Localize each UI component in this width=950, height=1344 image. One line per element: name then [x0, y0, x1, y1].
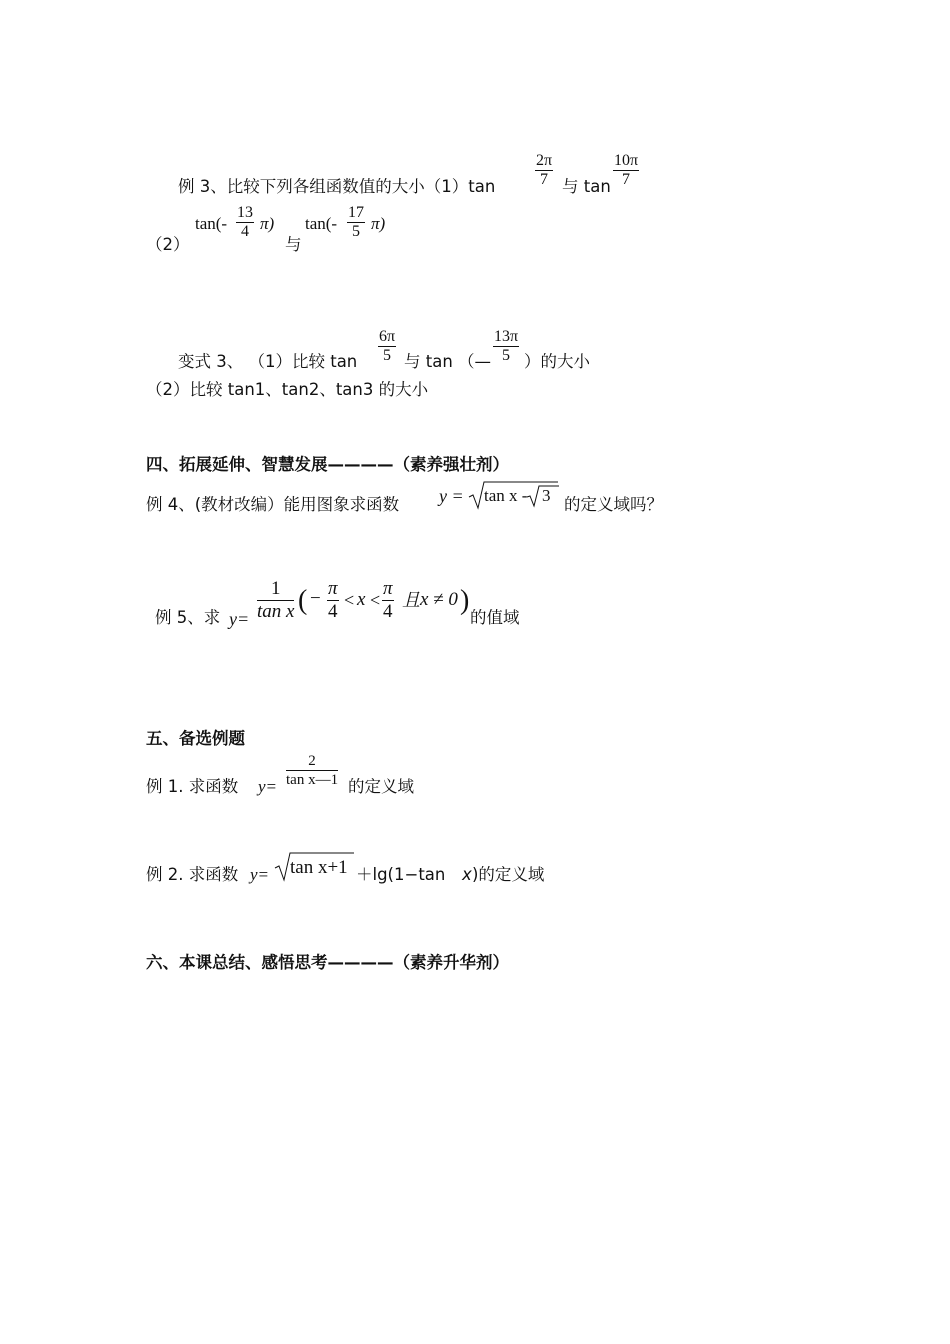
fraction-numerator: 1: [257, 578, 294, 601]
fraction-13-over-4: [236, 204, 254, 241]
fraction-numerator: 10π: [614, 152, 639, 169]
example-4-text: 例 4、(教材改编）能用图象求函数: [146, 495, 400, 514]
fraction-numerator: 13π: [494, 328, 519, 345]
backup-example-2-radicand: tan x+1: [290, 857, 348, 878]
example-3-part-2-label: （2）: [146, 235, 190, 254]
fraction-pi-over-4-left: [327, 578, 339, 623]
x-not-zero: x ≠ 0: [420, 589, 458, 610]
fraction-denominator: 4: [328, 601, 338, 622]
variant-3-intro: 变式 3、 （1）比较 tan: [178, 352, 358, 371]
example-3-intro: 例 3、比较下列各组函数值的大小（1）tan: [178, 177, 496, 196]
pi-close-b: π): [371, 214, 386, 233]
fraction-2-over-tanx-minus-1: [286, 752, 338, 789]
fraction-numerator: 6π: [379, 328, 396, 345]
backup-example-2-end: )的定义域: [472, 865, 545, 884]
variant-3-end: ）的大小: [524, 352, 590, 371]
fraction-denominator: 7: [540, 171, 549, 188]
left-paren: (: [298, 585, 308, 616]
backup-example-1-label: 例 1. 求函数: [146, 777, 239, 796]
fraction-numerator: π: [383, 578, 393, 599]
section-4-heading: 四、拓展延伸、智慧发展————（素养强壮剂）: [146, 455, 509, 474]
inner-radicand-3: 3: [542, 486, 551, 505]
fraction-numerator: 17: [348, 204, 364, 221]
example-4-end: 的定义域吗？: [564, 495, 663, 514]
fraction-13pi-over-5: [493, 328, 519, 365]
radicand-tan-x: tan x -: [484, 486, 528, 505]
and-character: 且: [402, 590, 420, 610]
fraction-1-over-tanx: [257, 578, 294, 623]
tan-prefix-a: tan(-: [195, 214, 228, 233]
example-3-and: 与: [285, 235, 302, 254]
example-5-y-equals: y=: [229, 609, 250, 629]
example-4-y-equals: y =: [439, 486, 464, 506]
right-paren: ): [460, 585, 470, 616]
fraction-denominator: 7: [622, 171, 631, 188]
fraction-2pi-over-7: [535, 152, 553, 189]
less-than-1: <: [344, 590, 355, 610]
fraction-10pi-over-7: [613, 152, 639, 189]
backup-example-1-end: 的定义域: [348, 777, 414, 796]
fraction-numerator: 2: [286, 752, 338, 771]
section-6-heading: 六、本课总结、感悟思考————（素养升华剂）: [146, 953, 509, 972]
example-5-end: 的值域: [470, 608, 520, 627]
variable-x: x: [357, 589, 366, 610]
fraction-numerator: π: [328, 578, 338, 599]
backup-example-1-y: y=: [258, 777, 278, 796]
backup-example-2-y: y=: [250, 865, 270, 884]
variant-3-part-2: （2）比较 tan1、tan2、tan3 的大小: [146, 380, 429, 399]
pi-close-a: π): [260, 214, 275, 233]
backup-example-2-lg: ＋lg(1−tan: [356, 865, 446, 884]
fraction-denominator: 5: [502, 347, 511, 364]
fraction-17-over-5: [347, 204, 365, 241]
fraction-denominator: 4: [241, 223, 249, 240]
backup-example-2-label: 例 2. 求函数: [146, 865, 239, 884]
fraction-numerator: 2π: [536, 152, 553, 169]
fraction-pi-over-4-right: [382, 578, 394, 623]
variant-3-middle: 与 tan （—: [404, 352, 492, 371]
section-5-heading: 五、备选例题: [146, 729, 245, 748]
fraction-denominator: tan x—1: [286, 772, 339, 788]
fraction-6pi-over-5: [378, 328, 396, 365]
fraction-denominator: 4: [383, 601, 393, 622]
minus-sign: −: [310, 588, 321, 609]
fraction-denominator: 5: [352, 223, 360, 240]
less-than-2: <: [370, 590, 381, 610]
backup-example-2-x: x: [462, 865, 472, 884]
example-3-and-tan: 与 tan: [562, 177, 611, 196]
tan-prefix-b: tan(-: [305, 214, 338, 233]
fraction-denominator: tan x: [257, 601, 295, 622]
example-5-label: 例 5、求: [155, 608, 221, 627]
fraction-numerator: 13: [237, 204, 253, 221]
example-4-radicand: [484, 486, 527, 506]
fraction-denominator: 5: [383, 347, 392, 364]
